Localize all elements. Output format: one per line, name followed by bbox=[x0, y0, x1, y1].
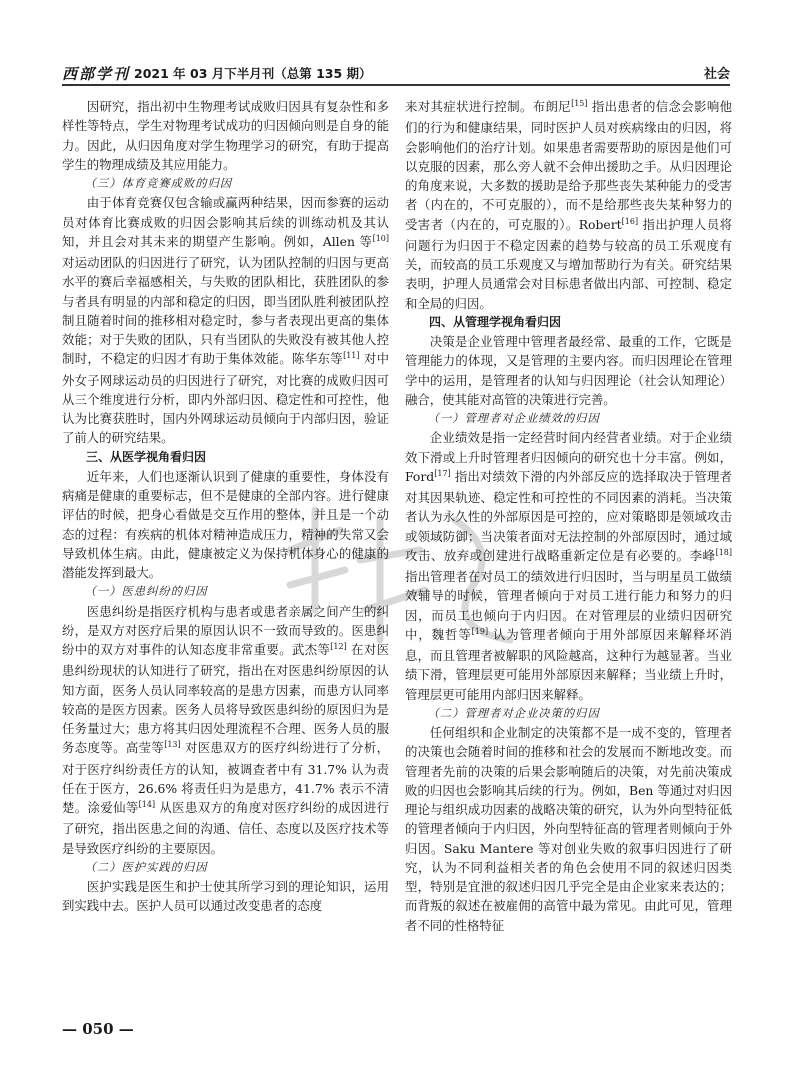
subsection-heading: （一）管理者对企业绩效的归因 bbox=[427, 412, 600, 425]
section-heading: 三、从医学视角看归因 bbox=[86, 449, 207, 464]
issue-info: 2021 年 03 月下半月刊（总第 135 期） bbox=[134, 66, 372, 81]
right-column bbox=[405, 97, 732, 935]
paragraph: 因研究，指出初中生物理考试成败归因具有复杂性和多样性等特点，学生对物理考试成功的归因倾向则是自身的能力。因此，从归因角度对学生物理学习的研究，有助于提高学生的物理成绩及其应用能力。 bbox=[62, 99, 389, 172]
header-rule bbox=[62, 84, 730, 86]
subsection-heading: （一）医患纠纷的归因 bbox=[84, 585, 208, 599]
left-column bbox=[62, 97, 389, 916]
running-header bbox=[62, 62, 730, 82]
paragraph: 来对其症状进行控制。布朗尼[15] 指出患者的信念会影响他们的行为和健康结果，同时医护人员对疾病缘由的归因，将会影响他们的治疗计划。如果患者需要帮助的原因是他们可以克服的因素，那么旁人就不会伸出援助之手。从归因理论的角度来说，大多数的援助是给予那些丧失某种能力的受害者（内在的，不可克服的），而不是给那些丧失某种努力的受害者（内在的，可克服的）。Robert[16] 指出护理人员将问题行为归因于不稳定因素的趋势与较高的员工乐观度有关，而较高的员工乐观度又与增加帮助行为有关。研究结果表明，护理人员通常会对目标患者做出内部、可控制、稳定和全局的归因。 bbox=[405, 99, 732, 311]
paragraph: 医护实践是医生和护士使其所学习到的理论知识，运用到实践中去。医护人员可以通过改变患者的态度 bbox=[62, 879, 389, 914]
paragraph: 医患纠纷是指医疗机构与患者或患者亲属之间产生的纠纷，是双方对医疗后果的原因认识不一致而导致的。医患纠纷中的双方对事件的认知态度非常重要。武杰等[12] 在对医患纠纷现状的认知进行了研究，指出在对医患纠纷原因的认知方面，医务人员认同率较高的是患方因素，而患方认同率较高的是医方因素。医务人员将导致医患纠纷的原因归为是任务量过大；患方将其归因处理流程不合理、医务人员的服务态度等。高莹等[13] 对医患双方的医疗纠纷进行了分析，对于医疗纠纷责任方的认知，被调查者中有 31.7% 认为责任在于医方，26.6% 将责任归为是患方，41.7% 表示不清楚。涂爱仙等[14] 从医患双方的角度对医疗纠纷的成因进行了研究，指出医患之间的沟通、信任、态度以及医疗技术等是导致医疗纠纷的主要原因。 bbox=[62, 603, 389, 856]
section-label: 社会 bbox=[703, 67, 730, 82]
subsection-heading: （三）体育竞赛成败的归因 bbox=[84, 177, 233, 190]
section-heading: 四、从管理学视角看归因 bbox=[429, 314, 562, 329]
journal-name: 西部学刊 bbox=[62, 65, 131, 83]
page-number: — 050 — bbox=[62, 1020, 134, 1038]
paragraph: 任何组织和企业制定的决策都不是一成不变的，管理者的决策也会随着时间的推移和社会的发展而不断地改变。而管理者先前的决策的后果会影响随后的决策，对先前决策成败的归因也会影响其后续的行为。例如，Ben 等通过对归因理论与组织成功因素的战略决策的研究，认为外向型特征低的管理者倾向于内归因，外向型特征高的管理者则倾向于外归因。Saku Mantere 等对创业失败的叙事归因进行了研究，认为不同利益相关者的角色会使用不同的叙述归因类型，特别是宜泄的叙述归因几乎完全是由企业家来表达的；而背叛的叙述在被雇佣的高管中最为常见。由此可见，管理者不同的性格特征 bbox=[405, 725, 732, 933]
paragraph: 企业绩效是指一定经营时间内经营者业绩。对于企业绩效下滑或上升时管理者归因倾向的研究也十分丰富。例如，Ford[17] 指出对绩效下滑的内外部反应的选择取决于管理者对其因果轨迹、稳定性和可控性的不同因素的消耗。当决策者认为永久性的外部原因是可控的，应对策略即是领域攻击或领域防御；当决策者面对无法控制的外部原因时，通过域攻击、放弃或创建进行战略重新定位是有必要的。李峰[18] 指出管理者在对员工的绩效进行归因时，当与明星员工做绩效辅导的时候，管理者倾向于对员工进行能力和努力的归因，而员工也倾向于内归因。在对管理层的业绩归因研究中，魏哲等[19] 认为管理者倾向于用外部原因来解释坏消息，而且管理者被解职的风险越高，这种行为越显著。当业绩下滑，管理层更可能用外部原因来解释；当业绩上升时，管理层更可能用内部归因来解释。 bbox=[405, 430, 732, 702]
subsection-heading: （二）管理者对企业决策的归因 bbox=[427, 706, 600, 720]
paragraph: 决策是企业管理中管理者最经常、最重的工作，它既是管理能力的体现，又是管理的主要内容。而归因理论在管理学中的运用，是管理者的认知与归因理论（社会认知理论）融合，使其能对高管的决策进行完善。 bbox=[405, 334, 732, 407]
subsection-heading: （二）医护实践的归因 bbox=[84, 860, 208, 874]
paragraph: 由于体育竞赛仅包含输或赢两种结果，因而参赛的运动员对体育比赛成败的归因会影响其后续的训练动机及其认知，并且会对其未来的期望产生影响。例如，Allen 等[10] 对运动团队的归因进行了研究，认为团队控制的归因与更高水平的赛后幸福感相关，与失败的团队相比，获胜团队的参与者具有明显的内部和稳定的归因，即当团队胜利被团队控制且随着时间的推移相对稳定时，参与者表现出更高的集体效能；对于失败的团队，只有当团队的失败没有被其他人控制时，不稳定的归因才有助于集体效能。陈华东等[11] 对中外女子网球运动员的归因进行了研究，对比赛的成败归因可从三个维度进行分析，即内外部归因、稳定性和可控性，他认为比赛获胜时，国内外网球运动员倾向于内部归因，验证了前人的研究结果。 bbox=[62, 195, 389, 446]
paragraph: 近年来，人们也逐渐认识到了健康的重要性，身体没有病痛是健康的重要标志，但不是健康的全部内容。进行健康评估的时候，把身心看做是交互作用的整体，并且是一个动态的过程：有疾病的机体对精神造成压力，精神的失常又会导致机体生病。由此，健康被定义为保持机体身心的健康的潜能发挥到最大。 bbox=[62, 468, 389, 580]
